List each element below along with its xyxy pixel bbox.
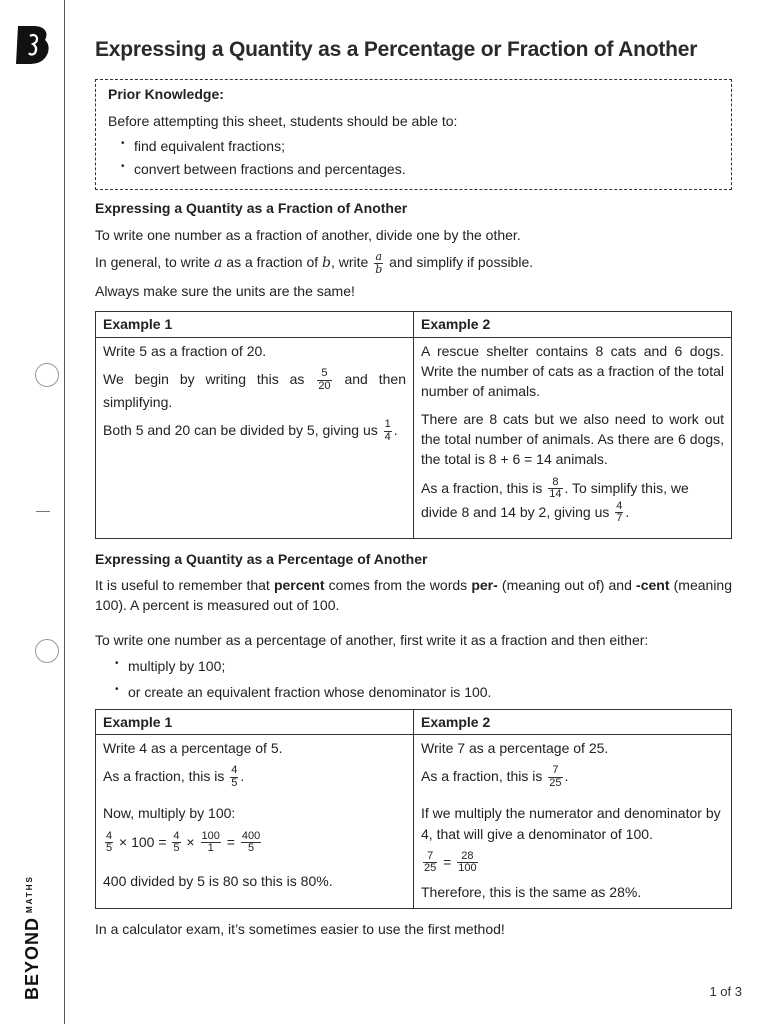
denominator: 5 <box>106 842 113 855</box>
text-span: comes from the words <box>324 577 472 594</box>
percent-method-list <box>95 656 732 703</box>
text-span: As a fraction, this is <box>421 479 547 496</box>
text-span: and then simplifying. <box>103 370 406 411</box>
margin-line <box>64 0 65 1024</box>
numerator: 4 <box>173 829 180 842</box>
denominator: b <box>375 262 383 276</box>
text-span: (meaning out of) and <box>497 577 637 594</box>
example-cell <box>96 337 414 538</box>
beyond-logo-icon <box>14 24 52 66</box>
fraction <box>172 831 180 855</box>
page-title: Expressing a Quantity as a Percentage or Fraction of Another <box>95 38 698 61</box>
denominator: 1 <box>207 842 214 855</box>
example-text <box>103 419 406 443</box>
fraction <box>615 501 623 525</box>
denominator: 5 <box>231 776 238 789</box>
equation <box>421 851 724 875</box>
numerator: 4 <box>231 764 238 777</box>
example-text: Write 4 as a percentage of 5. <box>103 739 283 756</box>
example-text: Now, multiply by 100: <box>103 805 236 822</box>
example-text: 400 divided by 5 is 80 so this is 80%. <box>103 872 333 889</box>
fraction <box>423 851 437 875</box>
numerator: 7 <box>423 851 437 864</box>
fraction-a-over-b <box>374 251 383 275</box>
text-span: = <box>222 833 239 850</box>
example-text <box>103 368 406 412</box>
fold-mark <box>36 511 50 512</box>
fraction <box>548 765 562 789</box>
text-span: and simplify if possible. <box>385 253 534 270</box>
example-text <box>421 765 724 789</box>
numerator: a <box>375 250 383 264</box>
text-span: As a fraction, this is <box>103 767 229 784</box>
text-span: Both 5 and 20 can be divided by 5, giving us <box>103 422 382 439</box>
fraction <box>548 477 562 501</box>
fraction <box>384 419 392 443</box>
fraction <box>241 831 261 855</box>
example-heading: Example 2 <box>414 312 732 337</box>
percent-intro-2: To write one number as a percentage of another, first write it as a fraction and then either: <box>95 631 649 648</box>
fraction-intro-3: Always make sure the units are the same! <box>95 283 355 300</box>
list-item: • multiply by 100; <box>128 656 732 676</box>
numerator: 4 <box>616 499 623 512</box>
prior-knowledge-box <box>95 79 732 190</box>
denominator: 100 <box>458 862 477 875</box>
example-cell <box>414 337 732 538</box>
list-item: • or create an equivalent fraction whose denominator is 100. <box>128 682 732 702</box>
numerator: 8 <box>548 477 562 490</box>
variable-b: b <box>322 254 331 271</box>
fraction <box>230 765 238 789</box>
example-heading: Example 1 <box>96 312 414 337</box>
fraction <box>317 368 331 392</box>
denominator: 7 <box>616 512 623 525</box>
text-span: × <box>182 833 199 850</box>
text-span: as a fraction of <box>222 253 323 270</box>
numerator: 400 <box>241 829 261 842</box>
text-span: In general, to write <box>95 253 215 270</box>
text-span: . To simplify this, we divide 8 and 14 by 2, giving us <box>421 479 689 520</box>
fraction-intro-2 <box>95 251 732 275</box>
text-span: . <box>564 767 569 784</box>
worksheet-content <box>95 36 732 945</box>
example-cell <box>414 734 732 908</box>
text-span: . <box>240 767 245 784</box>
fraction-intro-1: To write one number as a fraction of another, divide one by the other. <box>95 226 521 243</box>
denominator: 5 <box>173 842 180 855</box>
numerator: 7 <box>548 765 562 778</box>
brand-sub: MATHS <box>25 875 34 913</box>
text-span: (meaning 100). A percent is measured out of 100. <box>95 577 732 614</box>
example-text <box>103 765 406 789</box>
brand-vertical <box>22 875 43 1000</box>
punch-hole <box>35 363 59 387</box>
numerator: 1 <box>384 418 391 431</box>
denominator: 4 <box>384 431 391 443</box>
prior-knowledge-heading: Prior Knowledge: <box>108 86 224 103</box>
text-span: = <box>439 853 456 870</box>
denominator: 20 <box>318 379 331 392</box>
numerator: 4 <box>106 829 113 842</box>
numerator: 5 <box>317 368 331 381</box>
text-span: As a fraction, this is <box>421 767 547 784</box>
prior-knowledge-list <box>108 136 719 180</box>
bold-term: percent <box>273 577 325 594</box>
percent-intro-1 <box>95 575 732 616</box>
text-span: It is useful to remember that <box>95 577 274 594</box>
text-span: × 100 = <box>115 833 171 850</box>
example-heading: Example 2 <box>414 709 732 734</box>
example-text: There are 8 cats but we also need to work out the total number of animals. As there are 6 dogs, the total is 8 + 6 = 14 animals. <box>421 410 724 468</box>
fraction <box>457 851 477 875</box>
brand-word: BEYOND <box>22 916 42 1000</box>
percentage-examples-table <box>95 709 732 910</box>
denominator: 25 <box>549 776 562 789</box>
example-text: If we multiply the numerator and denominator by 4, that will give a denominator of 100. <box>421 805 721 842</box>
denominator: 14 <box>549 488 562 501</box>
text-span: We begin by writing this as <box>103 370 316 387</box>
example-cell <box>96 734 414 908</box>
fraction <box>201 831 221 855</box>
section-heading-percentage: Expressing a Quantity as a Percentage of Another <box>95 550 428 567</box>
variable-a: a <box>214 254 223 271</box>
bold-term: per- <box>471 577 498 594</box>
list-item: • find equivalent fractions; <box>134 136 719 156</box>
fraction-examples-table <box>95 311 732 538</box>
example-text: A rescue shelter contains 8 cats and 6 dogs. Write the number of cats as a fraction of the total number of animals. <box>421 342 724 400</box>
denominator: 5 <box>247 842 255 855</box>
example-heading: Example 1 <box>96 709 414 734</box>
prior-knowledge-intro: Before attempting this sheet, students should be able to: <box>108 112 458 129</box>
numerator: 28 <box>457 851 477 864</box>
fraction <box>105 831 113 855</box>
example-text: Therefore, this is the same as 28%. <box>421 883 642 900</box>
example-text: Write 7 as a percentage of 25. <box>421 739 609 756</box>
text-span: . <box>625 503 630 520</box>
numerator: 100 <box>201 829 220 842</box>
list-item: • convert between fractions and percentages. <box>134 159 719 179</box>
example-text <box>421 477 724 525</box>
equation <box>103 831 406 855</box>
text-span: , write <box>331 253 373 270</box>
footer-note: In a calculator exam, it’s sometimes easier to use the first method! <box>95 921 505 938</box>
example-text: Write 5 as a fraction of 20. <box>103 342 267 359</box>
denominator: 25 <box>424 862 437 875</box>
text-span: . <box>393 422 398 439</box>
punch-hole <box>35 639 59 663</box>
page-number: 1 of 3 <box>709 984 742 999</box>
bold-term: -cent <box>636 577 670 594</box>
section-heading-fraction: Expressing a Quantity as a Fraction of Another <box>95 200 408 217</box>
